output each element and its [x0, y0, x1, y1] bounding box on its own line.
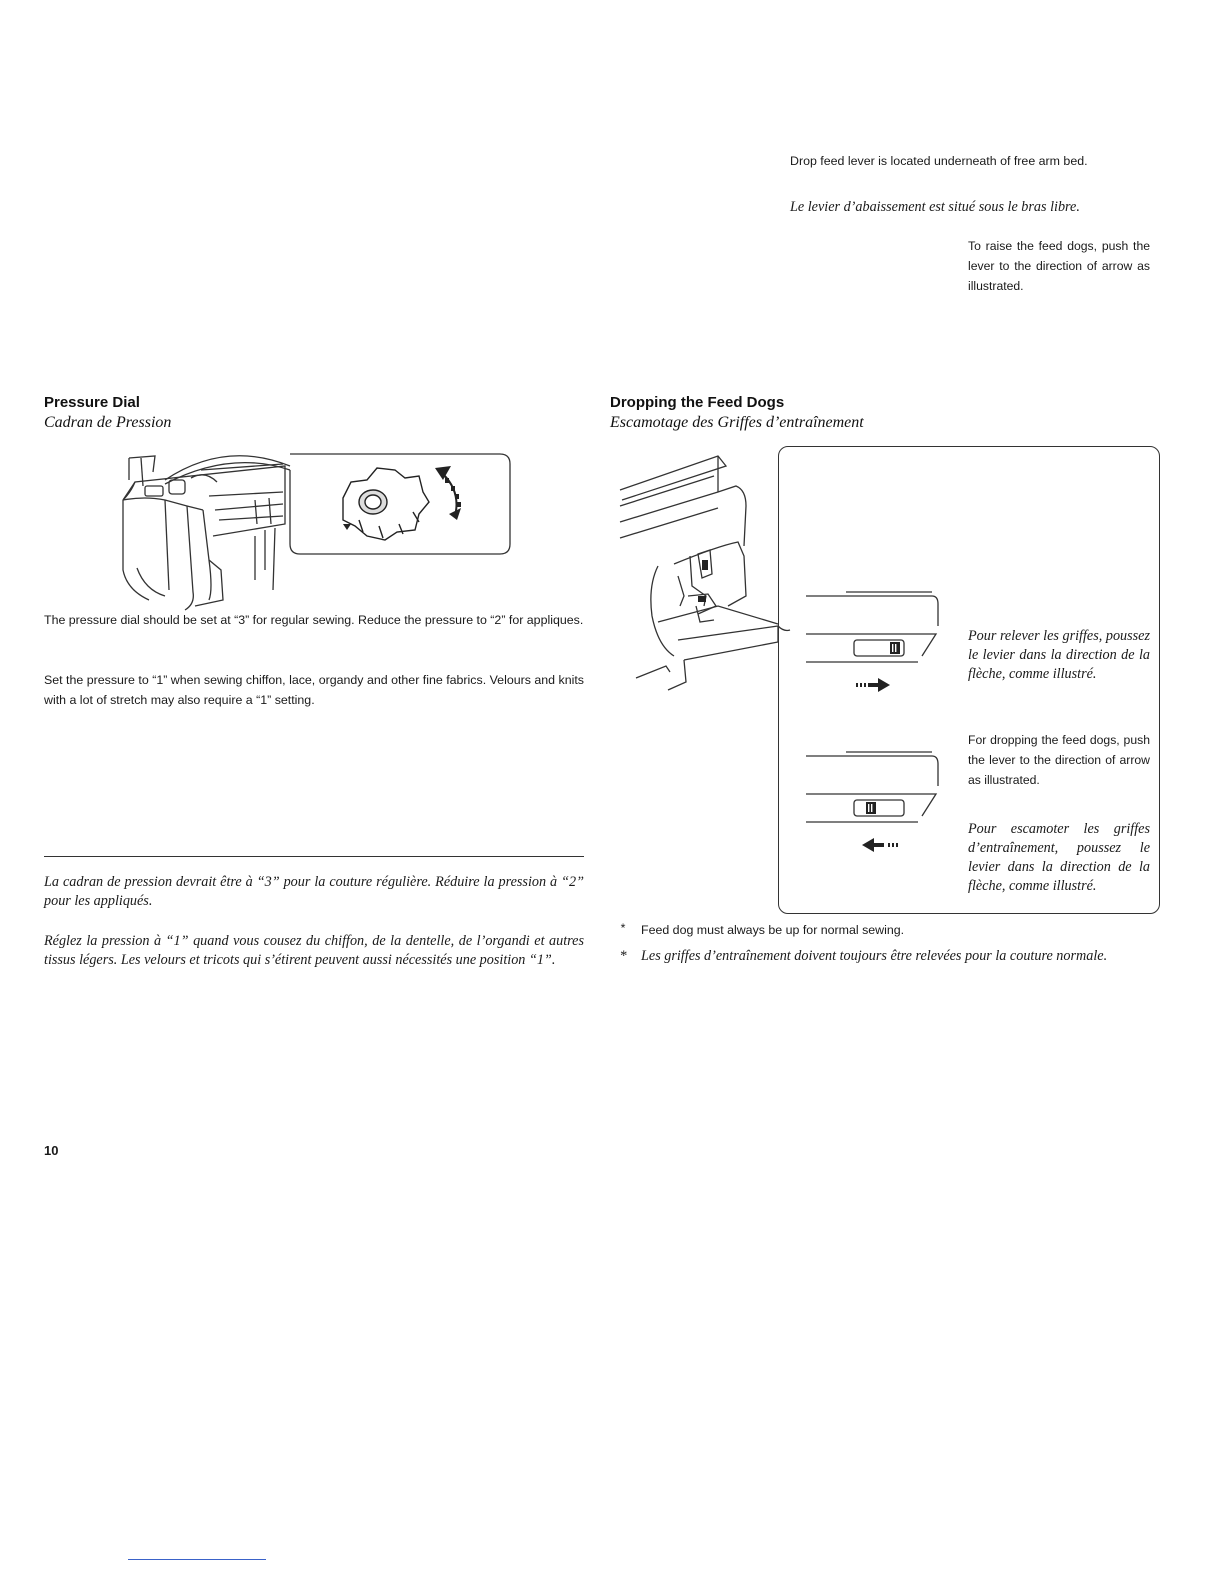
section-divider: [44, 856, 584, 857]
footer-link-rule: [128, 1559, 266, 1560]
pressure-fine-fabric-text: Set the pressure to “1” when sewing chiffon, lace, organdy and other fine fabrics. Velours and knits with a lot of stretch may also require a “1” setting.: [44, 673, 584, 707]
pressure-setting-text: The pressure dial should be set at “3” for regular sewing. Reduce the pressure to “2” for appliques.: [44, 613, 584, 627]
pressure-dial-heading: Pressure Dial: [44, 394, 140, 411]
raise-lever-drawing: [806, 584, 940, 694]
raise-feed-dogs-text: To raise the feed dogs, push the lever to the direction of arrow as illustrated.: [968, 239, 1150, 293]
drop-lever-diagram: [806, 744, 940, 854]
drop-lever-drawing: [806, 744, 940, 854]
raise-feed-dogs-text-fr: Pour relever les griffes, poussez le levier dans la direction de la flèche, comme illustré.: [968, 628, 1150, 682]
sewing-machine-head-drawing: [105, 440, 525, 630]
drop-feed-dogs-text: For dropping the feed dogs, push the lever to the direction of arrow as illustrated.: [968, 733, 1150, 787]
note-bullet: *: [620, 921, 626, 935]
pressure-fine-fabric-text-fr: Réglez la pression à “1” quand vous cousez du chiffon, de la dentelle, de l’organdi et autres tissus légers. Les velours et tricots qui s’étirent peuvent aussi nécessités une position “1”.: [44, 933, 584, 968]
feed-dogs-heading-fr: Escamotage des Griffes d’entraînement: [610, 414, 864, 431]
feed-dogs-heading: Dropping the Feed Dogs: [610, 394, 785, 411]
feed-dog-note: Feed dog must always be up for normal sewing.: [641, 923, 905, 937]
free-arm-drawing: [618, 446, 788, 694]
pressure-dial-illustration: [105, 440, 525, 630]
feed-dog-note-fr: Les griffes d’entraînement doivent toujours être relevées pour la couture normale.: [641, 948, 1108, 964]
page-number: 10: [44, 1143, 59, 1158]
raise-lever-diagram: [806, 584, 940, 694]
drop-feed-dogs-text-fr: Pour escamoter les griffes d’entraînement, poussez le levier dans la direction de la flèche, comme illustré.: [968, 821, 1150, 894]
drop-lever-location-text-fr: Le levier d’abaissement est situé sous le bras libre.: [790, 199, 1080, 215]
note-bullet-fr: *: [619, 948, 627, 964]
pressure-setting-text-fr: La cadran de pression devrait être à “3” pour la couture régulière. Réduire la pression à “2” pour les appliqués.: [44, 874, 584, 909]
drop-lever-location-text: Drop feed lever is located underneath of free arm bed.: [790, 154, 1088, 168]
pressure-dial-heading-fr: Cadran de Pression: [44, 414, 172, 431]
free-arm-illustration: [618, 446, 788, 694]
